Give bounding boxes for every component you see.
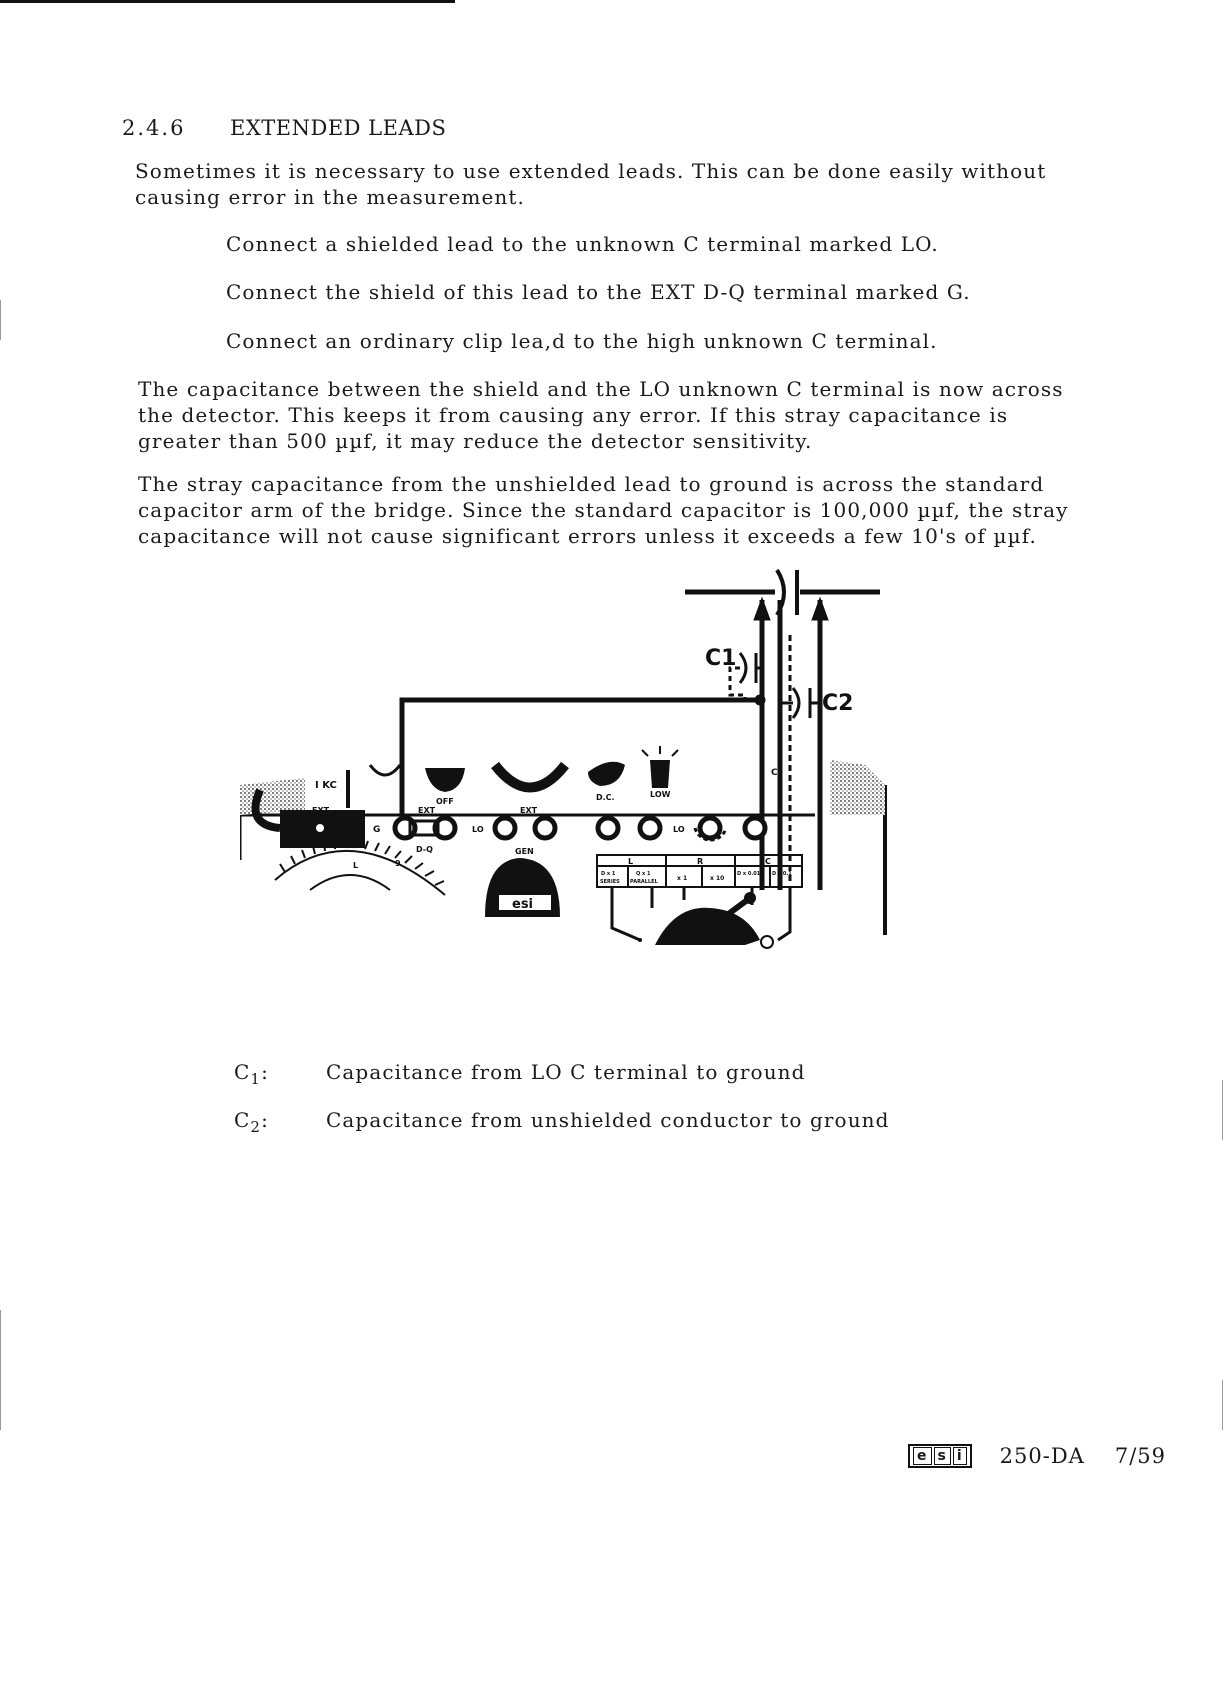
- c1-capacitor: [740, 653, 762, 683]
- lr-left-terminal: [598, 818, 618, 838]
- plug-dot: [316, 824, 324, 832]
- dq-label: D-Q: [416, 845, 433, 854]
- dc-label: D.C.: [596, 793, 615, 802]
- gen-label: GEN: [515, 847, 534, 856]
- document-number: 250-DA: [999, 1444, 1085, 1468]
- section-number: 2.4.6: [122, 116, 186, 140]
- section-heading: [122, 116, 446, 140]
- shield-junction: [755, 695, 765, 705]
- low-switch: [650, 760, 670, 788]
- legend-c2-text: Capacitance from unshielded conductor to ground: [326, 1108, 890, 1132]
- legend-c1-text: Capacitance from LO C terminal to ground: [326, 1060, 806, 1084]
- lr-right-terminal: [640, 818, 660, 838]
- legend-c2: [234, 1108, 890, 1136]
- paragraph-2: The capacitance between the shield and the LO unknown C terminal is now across the detector. This keeps it from causing any error. If this stray capacitance is greater than 500 µµf, it may reduce the detector sensitivity.: [138, 377, 1064, 453]
- selector-ball: [744, 892, 756, 904]
- esi-knob-logo: esi: [512, 897, 534, 912]
- table-r-header: R: [697, 857, 704, 866]
- paragraph-3: The stray capacitance from the unshielded lead to ground is across the standard capacitor arm of the bridge. Since the standard capacitor is 100,000 µµf, the stray capacitance will not cause significant errors unless it exceeds a few 10's of µµf.: [138, 472, 1069, 548]
- table-c-header: C: [765, 857, 771, 866]
- table-x1: x 1: [677, 875, 688, 882]
- dial-inner-scale: [310, 875, 390, 890]
- dial-off-label: OFF: [312, 836, 328, 844]
- c-lo-terminal: [700, 818, 720, 838]
- low-label: LOW: [650, 790, 671, 799]
- step-2: Connect the shield of this lead to the EXT D-Q terminal marked G.: [226, 280, 971, 304]
- step-1: Connect a shielded lead to the unknown C terminal marked LO.: [226, 232, 939, 256]
- off-label: OFF: [436, 797, 454, 806]
- scan-mark-left-2: [0, 1310, 1, 1430]
- dial-l-label: L: [353, 861, 359, 870]
- dial-9-label: 9: [395, 859, 401, 868]
- table-l-header: L: [628, 857, 634, 866]
- c2-capacitor: [780, 688, 820, 718]
- table-dx001: D x 0.01: [737, 871, 761, 877]
- table-dx01: D x 0.1: [772, 871, 792, 877]
- dial-scale: [275, 851, 445, 895]
- selector-start: [638, 938, 642, 942]
- low-switch-rays: [642, 746, 678, 756]
- page-footer: [908, 1444, 1166, 1468]
- ext-label-1: EXT: [418, 806, 436, 815]
- ikc-arc: [370, 765, 400, 775]
- document-date: 7/59: [1114, 1444, 1167, 1468]
- off-knob: [425, 768, 465, 792]
- scan-mark-right-2: [1222, 1380, 1223, 1430]
- esi-logo: e s i: [908, 1444, 972, 1468]
- scan-mark-left: [0, 300, 1, 340]
- c2-label: C2: [822, 691, 854, 716]
- table-series: SERIES: [600, 879, 620, 885]
- section-title: EXTENDED LEADS: [230, 116, 447, 140]
- panel-shading-left: [240, 778, 305, 815]
- hi-arrow: [812, 598, 828, 620]
- ikc-label: I KC: [315, 780, 337, 791]
- lo-arrow: [754, 598, 770, 620]
- legend-c1-symbol: $C_1$:: [234, 1060, 269, 1088]
- gen-terminal: [535, 818, 555, 838]
- g-label: G: [373, 825, 381, 835]
- table-x10: x 10: [710, 875, 725, 882]
- panel-shading-right: [830, 760, 885, 815]
- legend-c2-symbol: $C_2$:: [234, 1108, 269, 1136]
- gen-lo-terminal: [495, 818, 515, 838]
- knob-bowl: [495, 765, 565, 788]
- legend-c1: [234, 1060, 806, 1088]
- table-dx1: D x 1: [601, 871, 616, 877]
- c-terminal-label: C: [771, 768, 778, 778]
- lo-label-1: LO: [472, 825, 484, 834]
- c-hi-terminal: [745, 818, 765, 838]
- intro-paragraph: Sometimes it is necessary to use extended leads. This can be done easily without causing error in the measurement.: [135, 159, 1047, 209]
- ext-label-2: EXT: [520, 806, 538, 815]
- top-border-line: [0, 0, 455, 3]
- ext-label-3: EXT: [312, 806, 330, 815]
- table-parallel: PARALLEL: [630, 879, 658, 885]
- step-3: Connect an ordinary clip lea,d to the high unknown C terminal.: [226, 329, 938, 353]
- scan-mark-right: [1222, 1080, 1223, 1140]
- shield-wire: [402, 700, 760, 825]
- table-qx1: Q x 1: [636, 871, 651, 877]
- dc-knob: [588, 762, 625, 786]
- c1-label: C1: [705, 646, 737, 671]
- lo-label-2: LO: [673, 825, 685, 834]
- selector-end: [761, 936, 773, 948]
- bridge-connection-diagram: [240, 560, 900, 1030]
